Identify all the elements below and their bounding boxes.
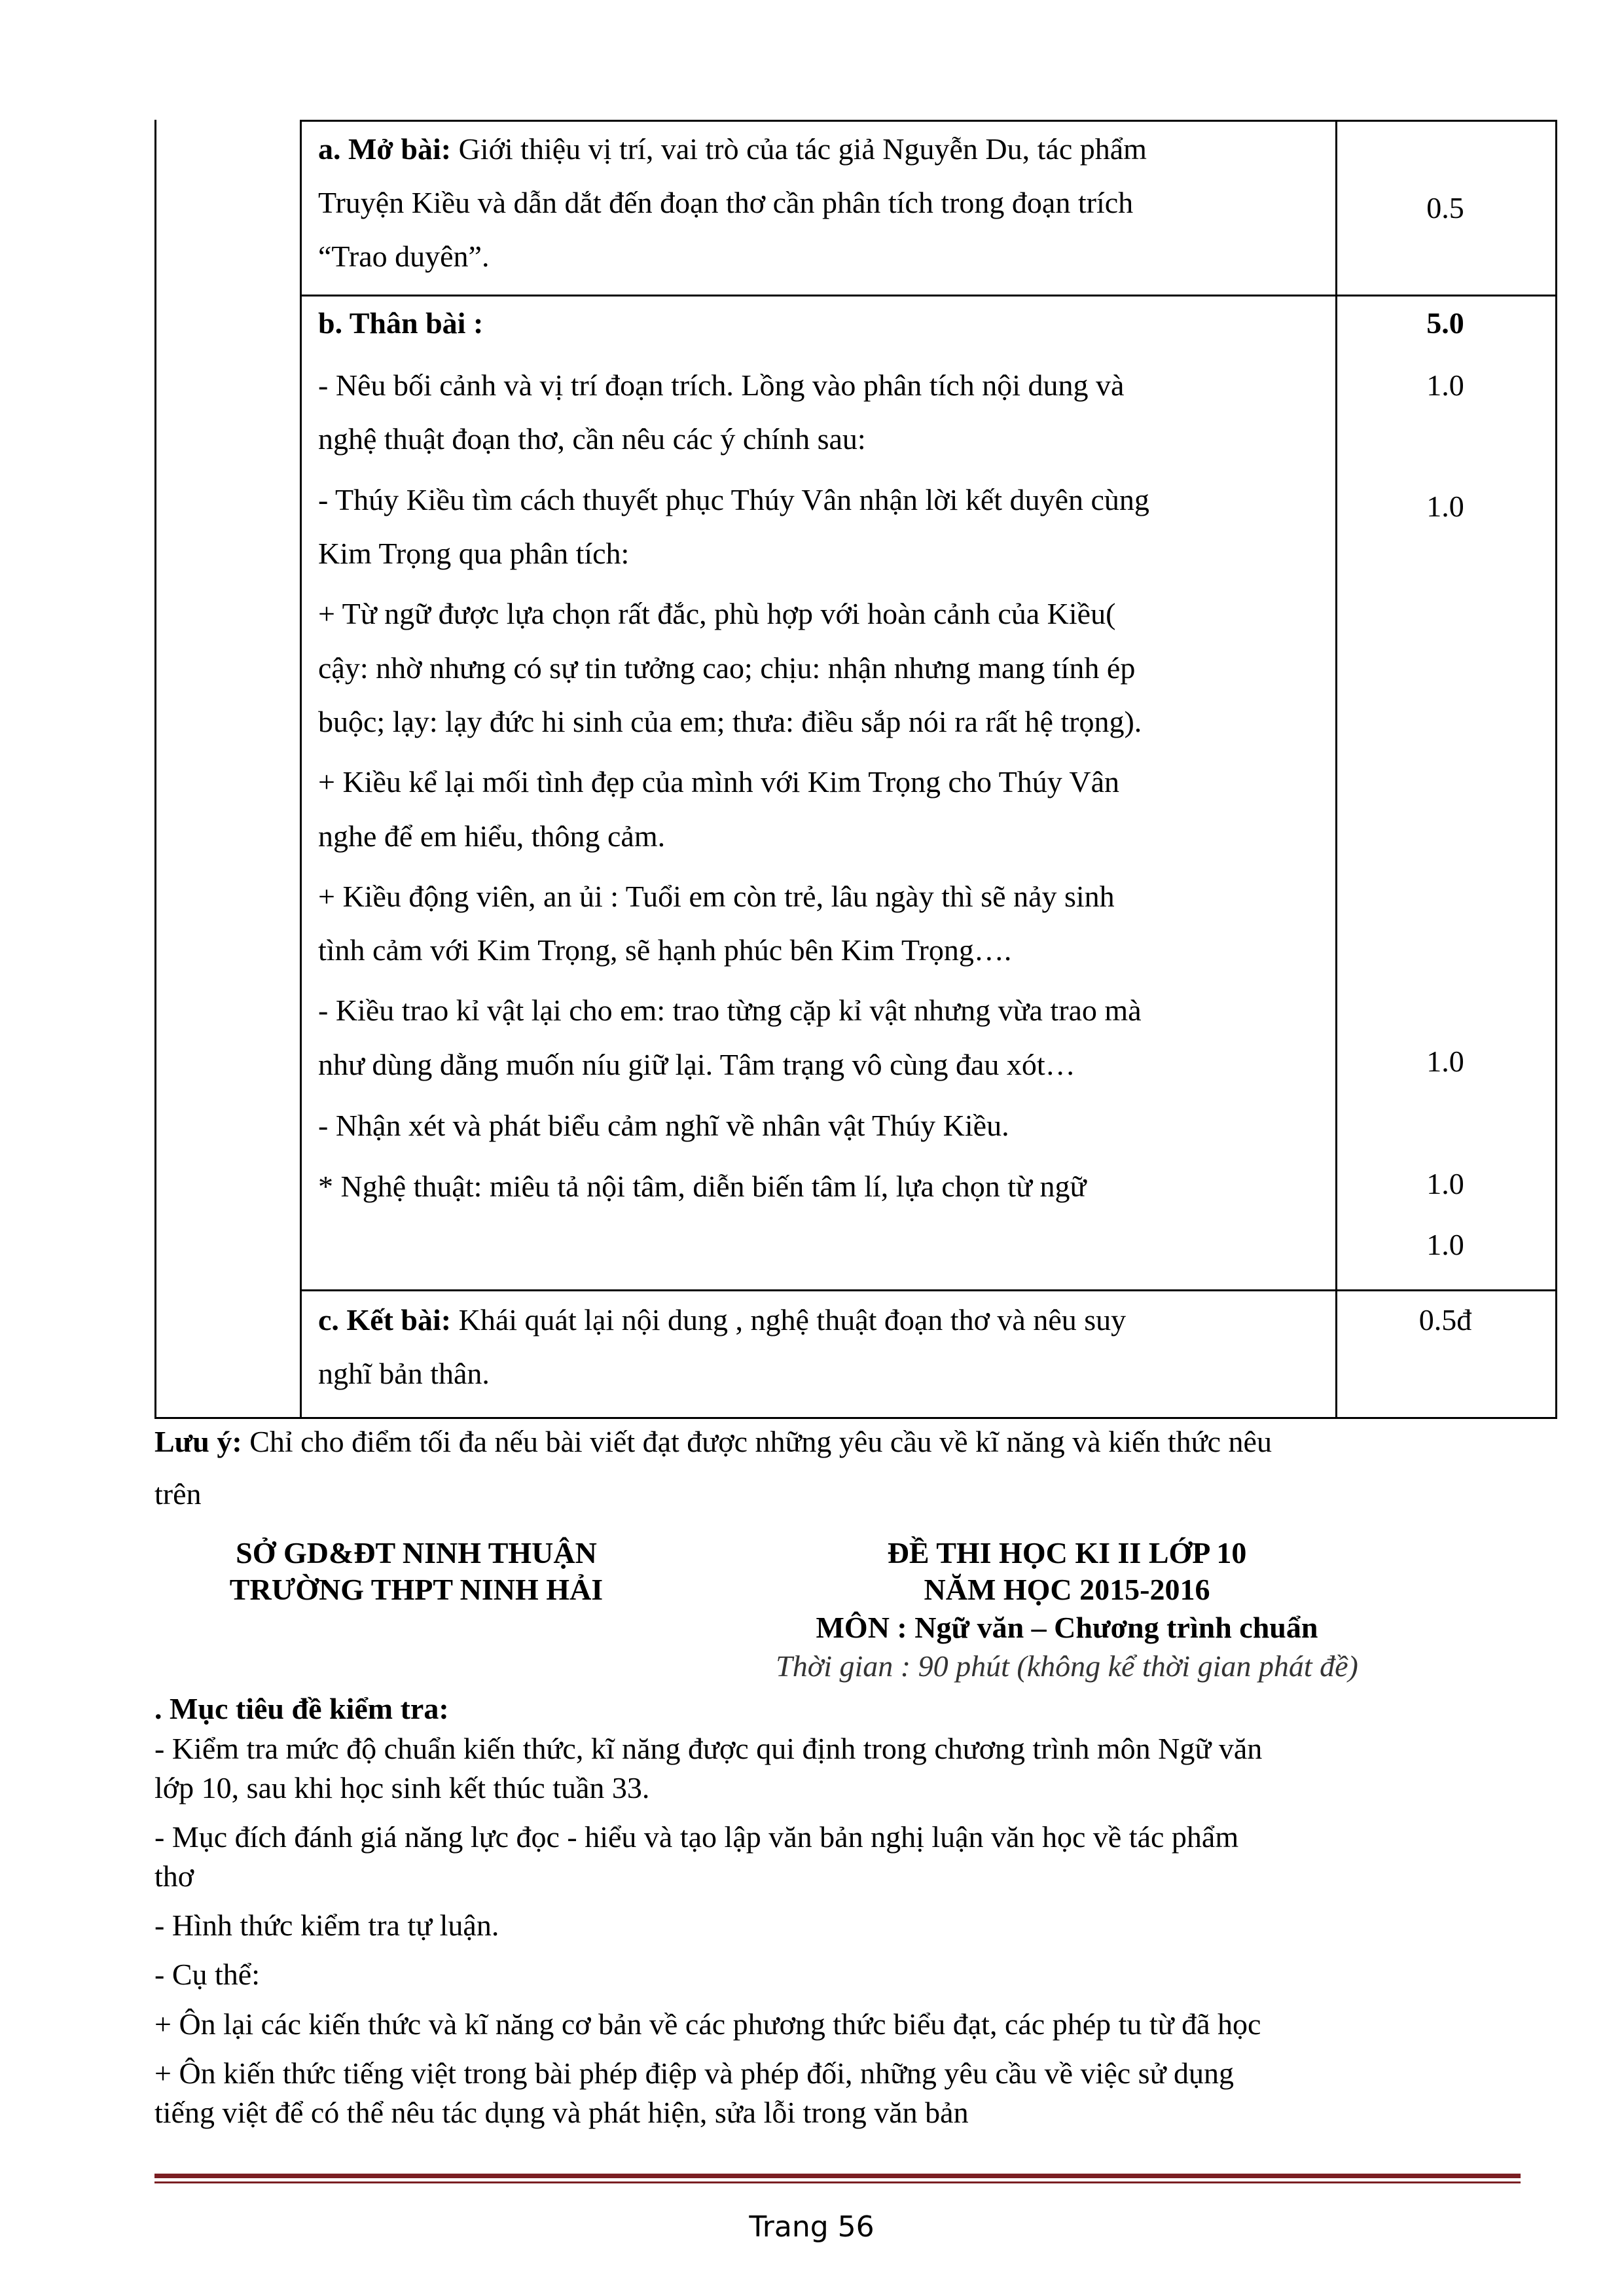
row-b-heading: b. Thân bài : xyxy=(318,306,484,340)
row-a-score: 0.5 xyxy=(1426,191,1464,224)
row-b-line: như dùng dằng muốn níu giữ lại. Tâm trạng vô cùng đau xót… xyxy=(318,1048,1075,1081)
table-border-top xyxy=(300,120,1557,122)
objectives-line: - Cụ thể: xyxy=(154,1958,260,1991)
row-b-line: - Thúy Kiều tìm cách thuyết phục Thúy Vân nhận lời kết duyên cùng xyxy=(318,483,1149,516)
footer-rule-thick xyxy=(154,2174,1521,2178)
row-b-line: nghe để em hiểu, thông cảm. xyxy=(318,819,666,853)
header-right-line-2: NĂM HỌC 2015-2016 xyxy=(924,1573,1210,1606)
objectives-line: + Ôn kiến thức tiếng việt trong bài phép điệp và phép đối, những yêu cầu về việc sử dụng xyxy=(154,2056,1235,2090)
row-b-line: tình cảm với Kim Trọng, sẽ hạnh phúc bên Kim Trọng…. xyxy=(318,933,1012,967)
row-a-line-3: “Trao duyên”. xyxy=(318,240,490,273)
objectives-heading: . Mục tiêu đề kiểm tra: xyxy=(154,1692,449,1725)
row-b-score: 1.0 xyxy=(1426,368,1464,402)
row-divider-a-b xyxy=(300,295,1557,296)
objectives-line: + Ôn lại các kiến thức và kĩ năng cơ bản về các phương thức biểu đạt, các phép tu từ đã học xyxy=(154,2007,1261,2041)
row-b-line: + Kiều kể lại mối tình đẹp của mình với Kim Trọng cho Thúy Vân xyxy=(318,765,1120,798)
row-b-line: Kim Trọng qua phân tích: xyxy=(318,537,630,570)
row-b-score: 1.0 xyxy=(1426,1167,1464,1200)
row-b-line: cậy: nhờ nhưng có sự tin tưởng cao; chịu: nhận nhưng mang tính ép xyxy=(318,651,1136,685)
header-time: Thời gian : 90 phút (không kể thời gian phát đề) xyxy=(776,1649,1358,1683)
row-b-line: - Kiều trao kỉ vật lại cho em: trao từng cặp kỉ vật nhưng vừa trao mà xyxy=(318,994,1142,1027)
objectives-line: - Mục đích đánh giá năng lực đọc - hiểu và tạo lập văn bản nghị luận văn học về tác phẩm xyxy=(154,1820,1239,1854)
row-c-score: 0.5đ xyxy=(1418,1303,1472,1336)
row-b-line: buộc; lạy: lạy đức hi sinh của em; thưa: điều sắp nói ra rất hệ trọng). xyxy=(318,705,1142,738)
row-a-line-1: a. Mở bài: Giới thiệu vị trí, vai trò của tác giả Nguyễn Du, tác phẩm xyxy=(318,132,1147,166)
row-a-line-2: Truyện Kiều và dẫn dắt đến đoạn thơ cần phân tích trong đoạn trích xyxy=(318,186,1134,219)
header-subject: MÔN : Ngữ văn – Chương trình chuẩn xyxy=(816,1611,1318,1644)
objectives-line: - Hình thức kiểm tra tự luận. xyxy=(154,1909,499,1942)
note-label: Lưu ý: xyxy=(154,1425,242,1458)
row-c-line-2: nghĩ bản thân. xyxy=(318,1357,490,1390)
table-border-left xyxy=(154,120,156,1419)
note-line-2: trên xyxy=(154,1477,202,1511)
header-right-line-1: ĐỀ THI HỌC KI II LỚP 10 xyxy=(887,1536,1247,1570)
row-c-label: c. Kết bài: xyxy=(318,1303,452,1336)
row-b-score: 1.0 xyxy=(1426,490,1464,523)
table-border-content-left xyxy=(300,120,302,1419)
row-b-line: - Nêu bối cảnh và vị trí đoạn trích. Lồng vào phân tích nội dung và xyxy=(318,368,1125,402)
row-divider-b-c xyxy=(300,1289,1557,1291)
row-c-line-1: c. Kết bài: Khái quát lại nội dung , nghệ thuật đoạn thơ và nêu suy xyxy=(318,1303,1127,1336)
page-number: Trang 56 xyxy=(749,2210,875,2244)
header-left-line-2: TRƯỜNG THPT NINH HẢI xyxy=(229,1573,604,1606)
objectives-line: tiếng việt để có thể nêu tác dụng và phát hiện, sửa lỗi trong văn bản xyxy=(154,2096,969,2129)
row-b-score-total: 5.0 xyxy=(1426,306,1464,340)
row-b-line: + Từ ngữ được lựa chọn rất đắc, phù hợp với hoàn cảnh của Kiều( xyxy=(318,597,1116,630)
objectives-line: - Kiểm tra mức độ chuẩn kiến thức, kĩ năng được qui định trong chương trình môn Ngữ văn xyxy=(154,1732,1263,1765)
footer-rule-thin xyxy=(154,2181,1521,2183)
row-b-score: 1.0 xyxy=(1426,1045,1464,1078)
row-a-label: a. Mở bài: xyxy=(318,132,452,166)
table-border-bottom xyxy=(154,1417,1557,1419)
row-b-line: nghệ thuật đoạn thơ, cần nêu các ý chính sau: xyxy=(318,422,866,456)
row-b-line: + Kiều động viên, an ủi : Tuổi em còn trẻ, lâu ngày thì sẽ nảy sinh xyxy=(318,880,1115,913)
row-b-line: * Nghệ thuật: miêu tả nội tâm, diễn biến tâm lí, lựa chọn từ ngữ xyxy=(318,1170,1087,1203)
header-left-line-1: SỞ GD&ĐT NINH THUẬN xyxy=(236,1536,597,1570)
objectives-line: lớp 10, sau khi học sinh kết thúc tuần 33. xyxy=(154,1771,650,1804)
row-b-score: 1.0 xyxy=(1426,1228,1464,1261)
row-b-line: - Nhận xét và phát biểu cảm nghĩ về nhân vật Thúy Kiều. xyxy=(318,1109,1009,1142)
note-line-1: Lưu ý: Chỉ cho điểm tối đa nếu bài viết đạt được những yêu cầu về kĩ năng và kiến thức nêu xyxy=(154,1425,1272,1458)
objectives-line: thơ xyxy=(154,1859,194,1893)
